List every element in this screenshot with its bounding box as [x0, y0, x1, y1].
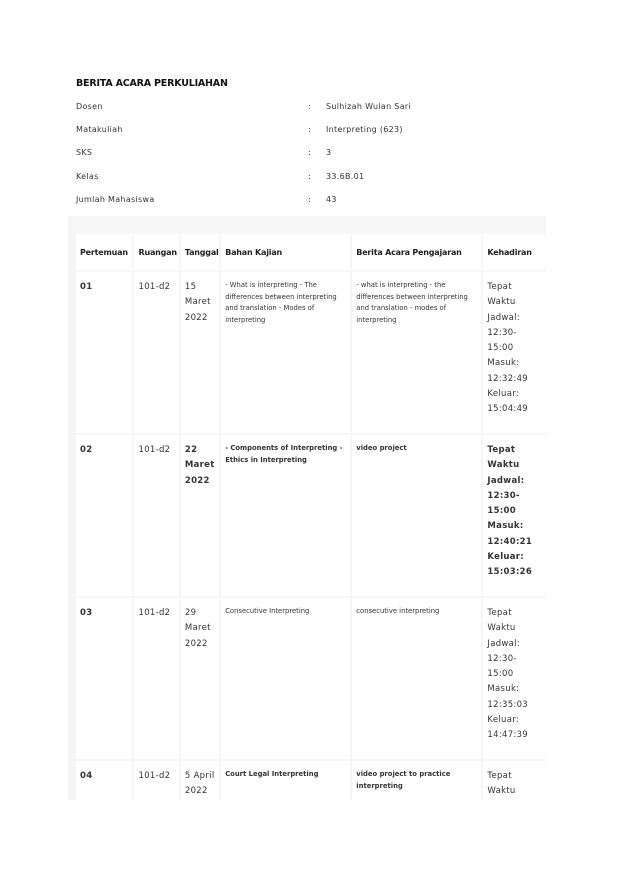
cell-pertemuan: 02	[76, 435, 132, 596]
info-value: 43	[326, 195, 337, 204]
cell-pertemuan: 01	[76, 272, 132, 433]
cell-tanggal: 5 April 2022	[181, 761, 219, 800]
cell-pertemuan: 03	[76, 598, 132, 759]
cell-bahan-kajian: - What is interpreting - The differences between interpreting and translation - Modes of interpreting	[221, 272, 350, 433]
info-row-jumlah-mahasiswa	[76, 195, 546, 209]
attendance-table	[74, 232, 546, 800]
cell-kehadiran: Tepat Waktu Jadwal: 12:30-15:00 Masuk: 12:32:49 Keluar: 15:04:49	[483, 272, 546, 433]
info-label: SKS	[76, 148, 93, 157]
table-row	[76, 272, 546, 433]
info-row-dosen	[76, 102, 546, 116]
cell-kehadiran: Tepat Waktu Jadwal: 12:30-15:00 Masuk: 12:40:21 Keluar: 15:03:26	[483, 435, 546, 596]
info-row-kelas	[76, 172, 546, 186]
info-label: Dosen	[76, 102, 103, 111]
info-colon: :	[308, 172, 311, 181]
info-row-sks	[76, 148, 546, 162]
cell-ruangan: 101-d2	[134, 598, 178, 759]
info-value: 3	[326, 148, 332, 157]
cell-tanggal: 22 Maret 2022	[181, 435, 219, 596]
table-row	[76, 761, 546, 800]
info-row-matakuliah	[76, 125, 546, 139]
table-row	[76, 435, 546, 596]
info-label: Matakuliah	[76, 125, 123, 134]
cell-ruangan: 101-d2	[134, 435, 178, 596]
cell-ruangan: 101-d2	[134, 272, 178, 433]
cell-berita-acara: - what is interpreting - the differences between interpreting and translation - modes of interpreting	[352, 272, 481, 433]
info-value: Interpreting (623)	[326, 125, 403, 134]
cell-berita-acara: consecutive interpreting	[352, 598, 481, 759]
header-pertemuan: Pertemuan	[76, 234, 132, 270]
table-header-row	[76, 234, 546, 270]
header-ruangan: Ruangan	[134, 234, 178, 270]
header-berita-acara: Berita Acara Pengajaran	[352, 234, 481, 270]
cell-tanggal: 15 Maret 2022	[181, 272, 219, 433]
attendance-table-container	[68, 216, 546, 800]
info-colon: :	[308, 148, 311, 157]
cell-berita-acara: video project	[352, 435, 481, 596]
header-tanggal: Tanggal	[181, 234, 219, 270]
cell-bahan-kajian: Consecutive Interpreting	[221, 598, 350, 759]
info-colon: :	[308, 195, 311, 204]
table-row	[76, 598, 546, 759]
info-colon: :	[308, 102, 311, 111]
cell-kehadiran: Tepat Waktu	[483, 761, 546, 800]
cell-kehadiran: Tepat Waktu Jadwal: 12:30-15:00 Masuk: 12:35:03 Keluar: 14:47:39	[483, 598, 546, 759]
cell-berita-acara: video project to practice interpreting	[352, 761, 481, 800]
cell-tanggal: 29 Maret 2022	[181, 598, 219, 759]
document-title: BERITA ACARA PERKULIAHAN	[76, 78, 228, 89]
header-kehadiran: Kehadiran	[483, 234, 546, 270]
cell-bahan-kajian: - Components of Interpreting - Ethics in Interpreting	[221, 435, 350, 596]
info-label: Kelas	[76, 172, 99, 181]
cell-bahan-kajian: Court Legal Interpreting	[221, 761, 350, 800]
info-value: 33.6B.01	[326, 172, 365, 181]
header-bahan-kajian: Bahan Kajian	[221, 234, 350, 270]
info-value: Sulhizah Wulan Sari	[326, 102, 412, 111]
info-label: Jumlah Mahasiswa	[76, 195, 155, 204]
cell-pertemuan: 04	[76, 761, 132, 800]
cell-ruangan: 101-d2	[134, 761, 178, 800]
info-colon: :	[308, 125, 311, 134]
